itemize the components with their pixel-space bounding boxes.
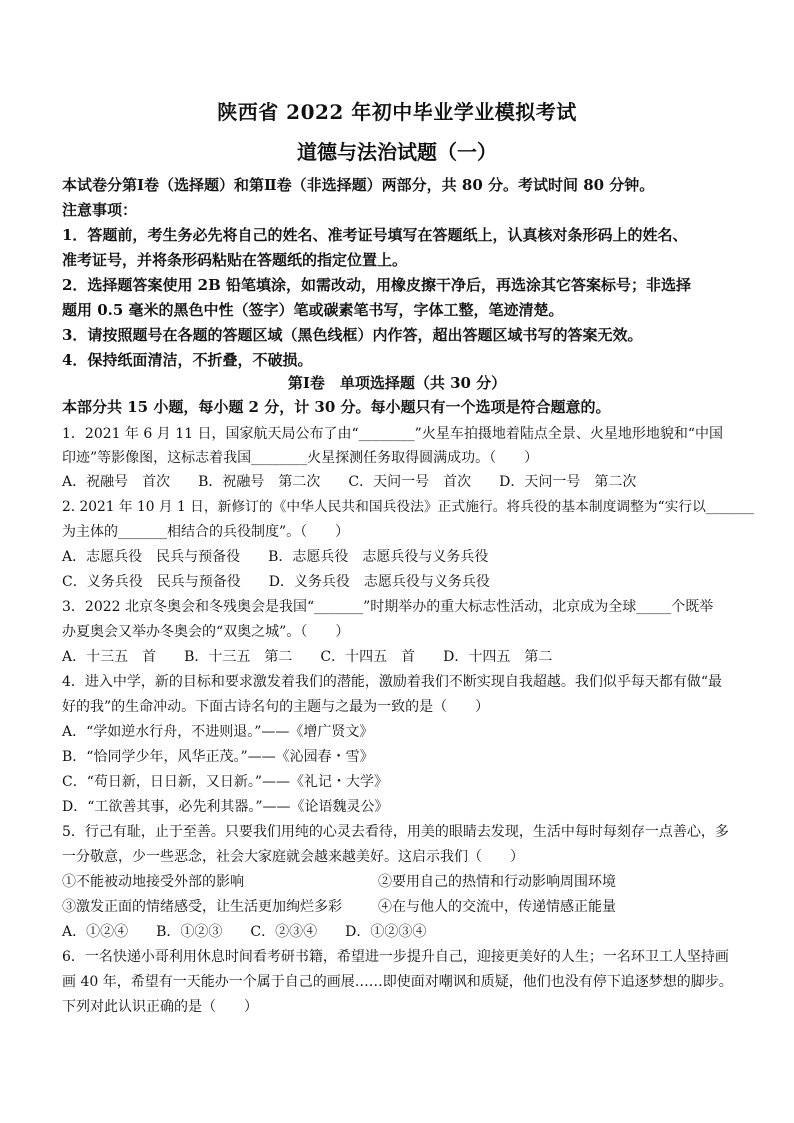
notice-line: 准考证号，并将条形码粘贴在答题纸的指定位置上。 [62, 251, 408, 269]
question-4-stem: 好的我”的生命冲动。下面古诗名句的主题与之最为一致的是（ ） [62, 699, 490, 715]
question-5-statement-3: ③激发正面的情绪感受，让生活更加绚烂多彩 [62, 899, 342, 915]
section-title: 第Ⅰ卷 单项选择题（共 30 分） [287, 374, 507, 392]
question-5-stem: 一分敬意，少一些恶念，社会大家庭就会越来越美好。这启示我们（ ） [62, 849, 524, 865]
exam-subtitle: 道德与法治试题（一） [297, 140, 497, 164]
question-5-statement-1: ①不能被动地接受外部的影响 [62, 874, 244, 890]
question-3-stem: 3．2022 北京冬奥会和冬残奥会是我国“_______”时期举办的重大标志性活动，北京成为全球_____个既举 [62, 599, 714, 615]
question-6-stem: 下列对此认识正确的是（ ） [62, 999, 258, 1015]
question-3-stem: 办夏奥会又举办冬奥会的“双奥之城”。（ ） [62, 624, 350, 640]
question-5-stem: 5．行己有耻，止于至善。只要我们用纯的心灵去看待，用美的眼睛去发现，生活中每时每刻存一点善心，多 [62, 824, 729, 840]
notice-line: 2．选择题答案使用 2B 铅笔填涂，如需改动，用橡皮擦干净后，再选涂其它答案标号；非选择 [62, 276, 692, 294]
notice-label: 注意事项： [62, 201, 138, 219]
question-2-stem: 为主体的_______相结合的兵役制度”。（ ） [62, 524, 350, 540]
notice-line: 题用 0.5 毫米的黑色中性（签字）笔或碳素笔书写，字体工整，笔迹清楚。 [62, 301, 564, 319]
question-4-option-a: A．“学如逆水行舟，不进则退。”——《增广贤文》 [62, 724, 374, 740]
question-1-stem: 印迹”等影像图，这标志着我国________火星探测任务取得圆满成功。（ ） [62, 450, 539, 466]
question-3-options: A．十三五 首 B．十三五 第二 C．十四五 首 D．十四五 第二 [62, 649, 553, 665]
question-5-options: A．①②④ B．①②③ C．②③④ D．①②③④ [62, 924, 427, 940]
question-2-options: C．义务兵役 民兵与预备役 D．义务兵役 志愿兵役与义务兵役 [62, 574, 490, 590]
question-5-statement-4: ④在与他人的交流中，传递情感正能量 [378, 899, 616, 915]
section-desc: 本部分共 15 小题，每小题 2 分，计 30 分。每小题只有一个选项是符合题意的。 [62, 398, 611, 416]
intro-text: 本试卷分第Ⅰ卷（选择题）和第Ⅱ卷（非选择题）两部分，共 80 分。考试时间 80 分钟。 [62, 176, 655, 194]
exam-title: 陕西省 2022 年初中毕业学业模拟考试 [217, 100, 577, 124]
question-1-options: A．祝融号 首次 B．祝融号 第二次 C．天问一号 首次 D．天问一号 第二次 [62, 474, 637, 490]
question-6-stem: 画 40 年，希望有一天能办一个属于自己的画展……即使面对嘲讽和质疑，他们也没有停下追逐梦想的脚步。 [62, 974, 733, 990]
question-4-option-b: B．“恰同学少年，风华正茂。”——《沁园春・雪》 [62, 749, 374, 765]
question-6-stem: 6．一名快递小哥利用休息时间看考研书籍，希望进一步提升自己，迎接更美好的人生；一名环卫工人坚持画 [62, 949, 729, 965]
question-2-stem: 2. 2021 年 10 月 1 日，新修订的《中华人民共和国兵役法》正式施行。将兵役的基本制度调整为“实行以_______ [62, 499, 754, 515]
question-5-statement-2: ②要用自己的热情和行动影响周围环境 [378, 874, 616, 890]
question-1-stem: 1．2021 年 6 月 11 日，国家航天局公布了由“________”火星车拍摄地着陆点全景、火星地形地貌和“中国 [62, 426, 723, 442]
question-4-option-c: C．“苟日新，日日新，又日新。”——《礼记・大学》 [62, 774, 389, 790]
notice-line: 4．保持纸面清洁，不折叠，不破损。 [62, 351, 313, 369]
question-2-options: A．志愿兵役 民兵与预备役 B．志愿兵役 志愿兵役与义务兵役 [62, 549, 489, 565]
notice-line: 3．请按照题号在各题的答题区域（黑色线框）内作答，超出答题区域书写的答案无效。 [62, 326, 643, 344]
question-4-option-d: D．“工欲善其事，必先利其器。”——《论语魏灵公》 [62, 799, 389, 815]
notice-line: 1．答题前，考生务必先将自己的姓名、准考证号填写在答题纸上，认真核对条形码上的姓名、 [62, 226, 688, 244]
question-4-stem: 4．进入中学，新的目标和要求激发着我们的潜能，激励着我们不断实现自我超越。我们似乎每天都有做“最 [62, 674, 723, 690]
